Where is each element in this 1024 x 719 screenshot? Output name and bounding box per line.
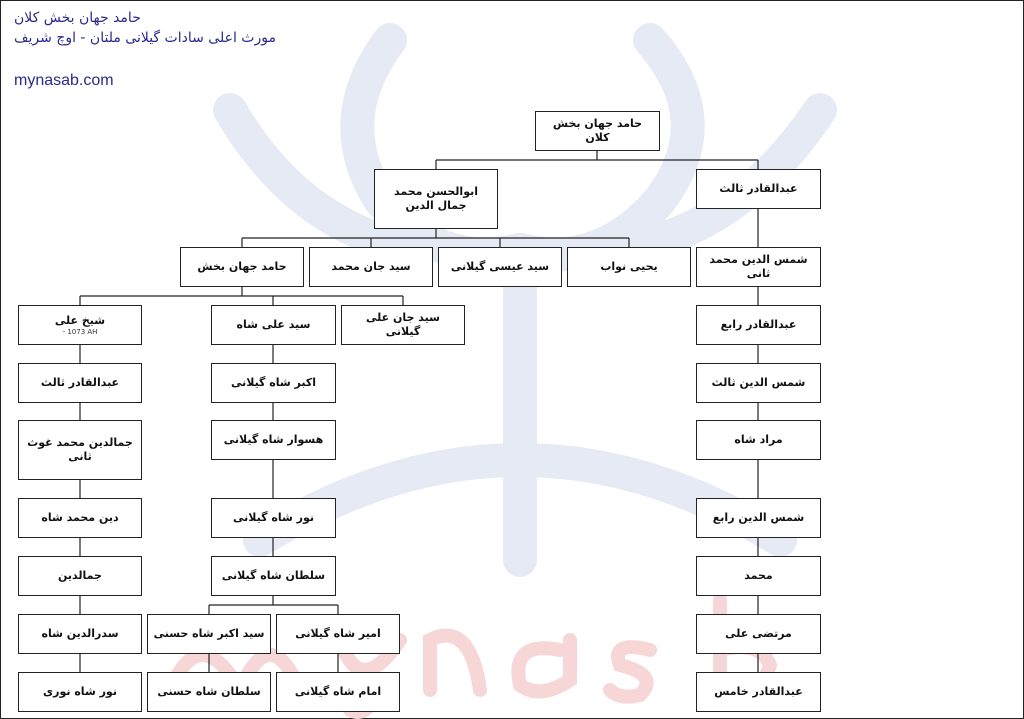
person-name: شمس الدین ثالث xyxy=(711,376,806,389)
person-node[interactable] xyxy=(180,247,304,287)
person-node[interactable] xyxy=(696,305,821,345)
chart-subtitle: مورث اعلی سادات گیلانی ملتان - اوچ شریف xyxy=(14,30,276,46)
person-name: سلطان شاه حسنی xyxy=(157,685,261,698)
person-name: مراد شاه xyxy=(734,433,783,446)
person-name: سید عیسی گیلانی xyxy=(450,260,550,273)
person-name: محمد xyxy=(744,569,773,582)
person-name: سید علی شاه xyxy=(236,318,311,331)
person-name: عبدالقادر خامس xyxy=(714,685,803,698)
person-name: ابوالحسن محمد جمال الدین xyxy=(393,185,478,212)
person-name: حامد جهان بخش xyxy=(197,260,287,273)
person-name: عبدالقادر ثالث xyxy=(719,182,798,195)
person-name: شمس الدین محمد ثانی xyxy=(709,253,808,280)
person-node[interactable] xyxy=(696,498,821,538)
person-name: جمالدین محمد غوث ثانی xyxy=(27,436,133,463)
person-node[interactable] xyxy=(18,614,142,654)
person-node[interactable] xyxy=(696,614,821,654)
person-name: جمالدین xyxy=(58,569,102,582)
person-name: اکبر شاه گیلانی xyxy=(230,376,317,389)
person-name: شمس الدین رابع xyxy=(712,511,805,524)
person-node[interactable] xyxy=(535,111,660,151)
person-name: دین محمد شاه xyxy=(41,511,119,524)
person-node[interactable] xyxy=(211,305,336,345)
person-node[interactable] xyxy=(276,672,400,712)
person-node[interactable] xyxy=(696,556,821,596)
person-node[interactable] xyxy=(147,614,271,654)
person-node[interactable] xyxy=(309,247,433,287)
person-node[interactable] xyxy=(276,614,400,654)
person-name: امام شاه گیلانی xyxy=(294,685,382,698)
person-name: شیخ علی xyxy=(54,313,106,327)
person-node[interactable] xyxy=(696,420,821,460)
person-name: عبدالقادر ثالث xyxy=(40,376,120,389)
person-node[interactable] xyxy=(696,169,821,209)
site-link[interactable]: mynasab.com xyxy=(14,72,114,89)
person-name: سید اکبر شاه حسنی xyxy=(153,627,265,640)
person-name: نور شاه گیلانی xyxy=(233,511,314,524)
person-node[interactable] xyxy=(696,672,821,712)
person-node[interactable] xyxy=(211,420,336,460)
person-node[interactable] xyxy=(567,247,691,287)
person-node[interactable] xyxy=(211,498,336,538)
person-name: امیر شاه گیلانی xyxy=(295,627,381,640)
person-node[interactable] xyxy=(696,363,821,403)
person-node[interactable] xyxy=(18,305,142,345)
person-name: سید جان علی گیلانی xyxy=(366,311,440,338)
person-name: یحیی نواب xyxy=(600,260,658,273)
person-name: هسوار شاه گیلانی xyxy=(223,433,324,446)
chart-title: حامد جهان بخش کلان xyxy=(14,10,141,26)
person-node[interactable] xyxy=(211,556,336,596)
person-name: سید جان محمد xyxy=(331,260,411,273)
person-node[interactable] xyxy=(211,363,336,403)
person-node[interactable] xyxy=(18,556,142,596)
person-name: سدرالدین شاه xyxy=(41,627,119,640)
person-node[interactable] xyxy=(374,169,498,229)
person-node[interactable] xyxy=(18,672,142,712)
person-node[interactable] xyxy=(438,247,562,287)
person-name: حامد جهان بخش کلان xyxy=(552,117,643,144)
person-node[interactable] xyxy=(18,363,142,403)
person-name: نور شاه نوری xyxy=(43,685,117,698)
person-node[interactable] xyxy=(147,672,271,712)
person-node[interactable] xyxy=(696,247,821,287)
person-node[interactable] xyxy=(18,420,142,480)
person-dates: - 1073 AH xyxy=(62,327,98,336)
person-node[interactable] xyxy=(18,498,142,538)
person-name: سلطان شاه گیلانی xyxy=(221,569,326,582)
person-name: مرتضی علی xyxy=(725,627,792,640)
person-node[interactable] xyxy=(341,305,465,345)
person-name: عبدالقادر رابع xyxy=(720,318,797,331)
